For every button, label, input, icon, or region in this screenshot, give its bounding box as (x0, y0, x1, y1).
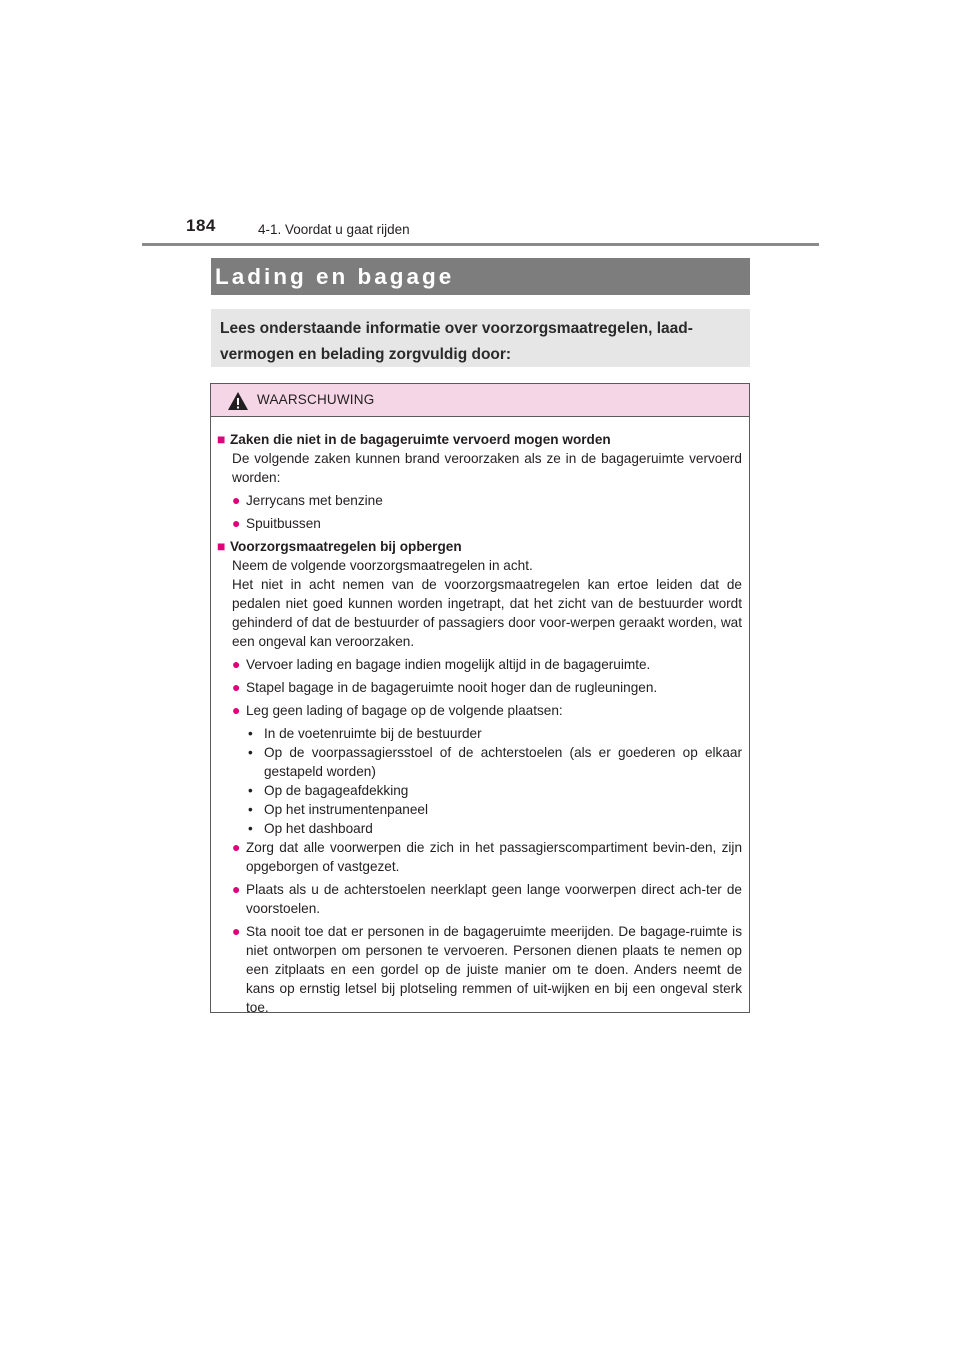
sub-list-item-text: Op de voorpassagiersstoel of de achterstoelen (als er goederen op elkaar gestapeld worden) (264, 745, 742, 779)
warning-header (211, 384, 749, 417)
section-heading (217, 537, 742, 556)
sub-list-item-text: In de voetenruimte bij de bestuurder (264, 726, 482, 741)
list-item-text: Stapel bagage in de bagageruimte nooit hoger dan de rugleuningen. (246, 680, 658, 695)
sub-list-item (217, 724, 742, 743)
list-item (217, 491, 742, 510)
list-item-text: Jerrycans met benzine (246, 493, 383, 508)
list-item (217, 880, 742, 918)
section-heading-text: Zaken die niet in de bagageruimte vervoerd mogen worden (230, 432, 611, 447)
warning-box (210, 383, 750, 1013)
list-item (217, 655, 742, 674)
list-item (217, 922, 742, 1017)
sub-list-item (217, 781, 742, 800)
list-item-text: Plaats als u de achterstoelen neerklapt geen lange voorwerpen direct ach-ter de voorstoelen. (246, 882, 742, 916)
sub-bullet-icon: • (248, 802, 253, 817)
circle-bullet-icon: ● (232, 679, 241, 695)
square-bullet-icon: ■ (217, 538, 226, 554)
warning-triangle-icon (227, 391, 249, 411)
list-item-text: Spuitbussen (246, 516, 321, 531)
circle-bullet-icon: ● (232, 923, 241, 939)
sub-list-item-text: Op de bagageafdekking (264, 783, 409, 798)
intro-box (211, 309, 750, 367)
sub-bullet-icon: • (248, 745, 253, 760)
intro-text: Lees onderstaande informatie over voorzorgsmaatregelen, laad-vermogen en belading zorgvuldig door: (220, 320, 693, 363)
circle-bullet-icon: ● (232, 839, 241, 855)
sub-bullet-icon: • (248, 821, 253, 836)
section-path: 4-1. Voordat u gaat rijden (258, 222, 410, 237)
sub-list-item (217, 743, 742, 781)
circle-bullet-icon: ● (232, 702, 241, 718)
page-title: Lading en bagage (215, 264, 455, 289)
title-bar (211, 258, 750, 295)
sub-list-item (217, 800, 742, 819)
section-text: Neem de volgende voorzorgsmaatregelen in acht. (232, 558, 533, 573)
section-heading-text: Voorzorgsmaatregelen bij opbergen (230, 539, 462, 554)
circle-bullet-icon: ● (232, 881, 241, 897)
warning-label: WAARSCHUWING (257, 392, 375, 407)
section-heading (217, 430, 742, 449)
list-item-text: Sta nooit toe dat er personen in de bagageruimte meerijden. De bagage-ruimte is niet ontworpen om personen te vervoeren. Personen dienen plaats te nemen op een zitplaats en een gordel op de juiste manier om te doen. Anders neemt de kans op ernstig letsel bij plotseling remmen of uit-wijken en bij een ongeval sterk toe. (246, 924, 742, 1015)
list-item (217, 514, 742, 533)
list-item-text: Vervoer lading en bagage indien mogelijk altijd in de bagageruimte. (246, 657, 651, 672)
page-number: 184 (186, 216, 216, 235)
section-text: De volgende zaken kunnen brand veroorzaken als ze in de bagageruimte vervoerd worden: (232, 451, 742, 485)
square-bullet-icon: ■ (217, 431, 226, 447)
sub-list-item-text: Op het dashboard (264, 821, 373, 836)
warning-body (211, 417, 749, 1017)
sub-bullet-icon: • (248, 726, 253, 741)
header-rule (142, 243, 819, 246)
sub-list-item (217, 819, 742, 838)
sub-list-item-text: Op het instrumentenpaneel (264, 802, 428, 817)
sub-bullet-icon: • (248, 783, 253, 798)
list-item-text: Leg geen lading of bagage op de volgende plaatsen: (246, 703, 563, 718)
section-text: Het niet in acht nemen van de voorzorgsmaatregelen kan ertoe leiden dat de pedalen niet goed kunnen worden ingetrapt, dat het zicht van de bestuurder wordt gehinderd of dat de bestuurder of passagiers door voor-werpen geraakt worden, wat een ongeval kan veroorzaken. (232, 577, 742, 649)
list-item-text: Zorg dat alle voorwerpen die zich in het passagierscompartiment bevin-den, zijn opgeborgen of vastgezet. (246, 840, 742, 874)
list-item (217, 838, 742, 876)
circle-bullet-icon: ● (232, 656, 241, 672)
circle-bullet-icon: ● (232, 515, 241, 531)
circle-bullet-icon: ● (232, 492, 241, 508)
list-item (217, 701, 742, 720)
list-item (217, 678, 742, 697)
